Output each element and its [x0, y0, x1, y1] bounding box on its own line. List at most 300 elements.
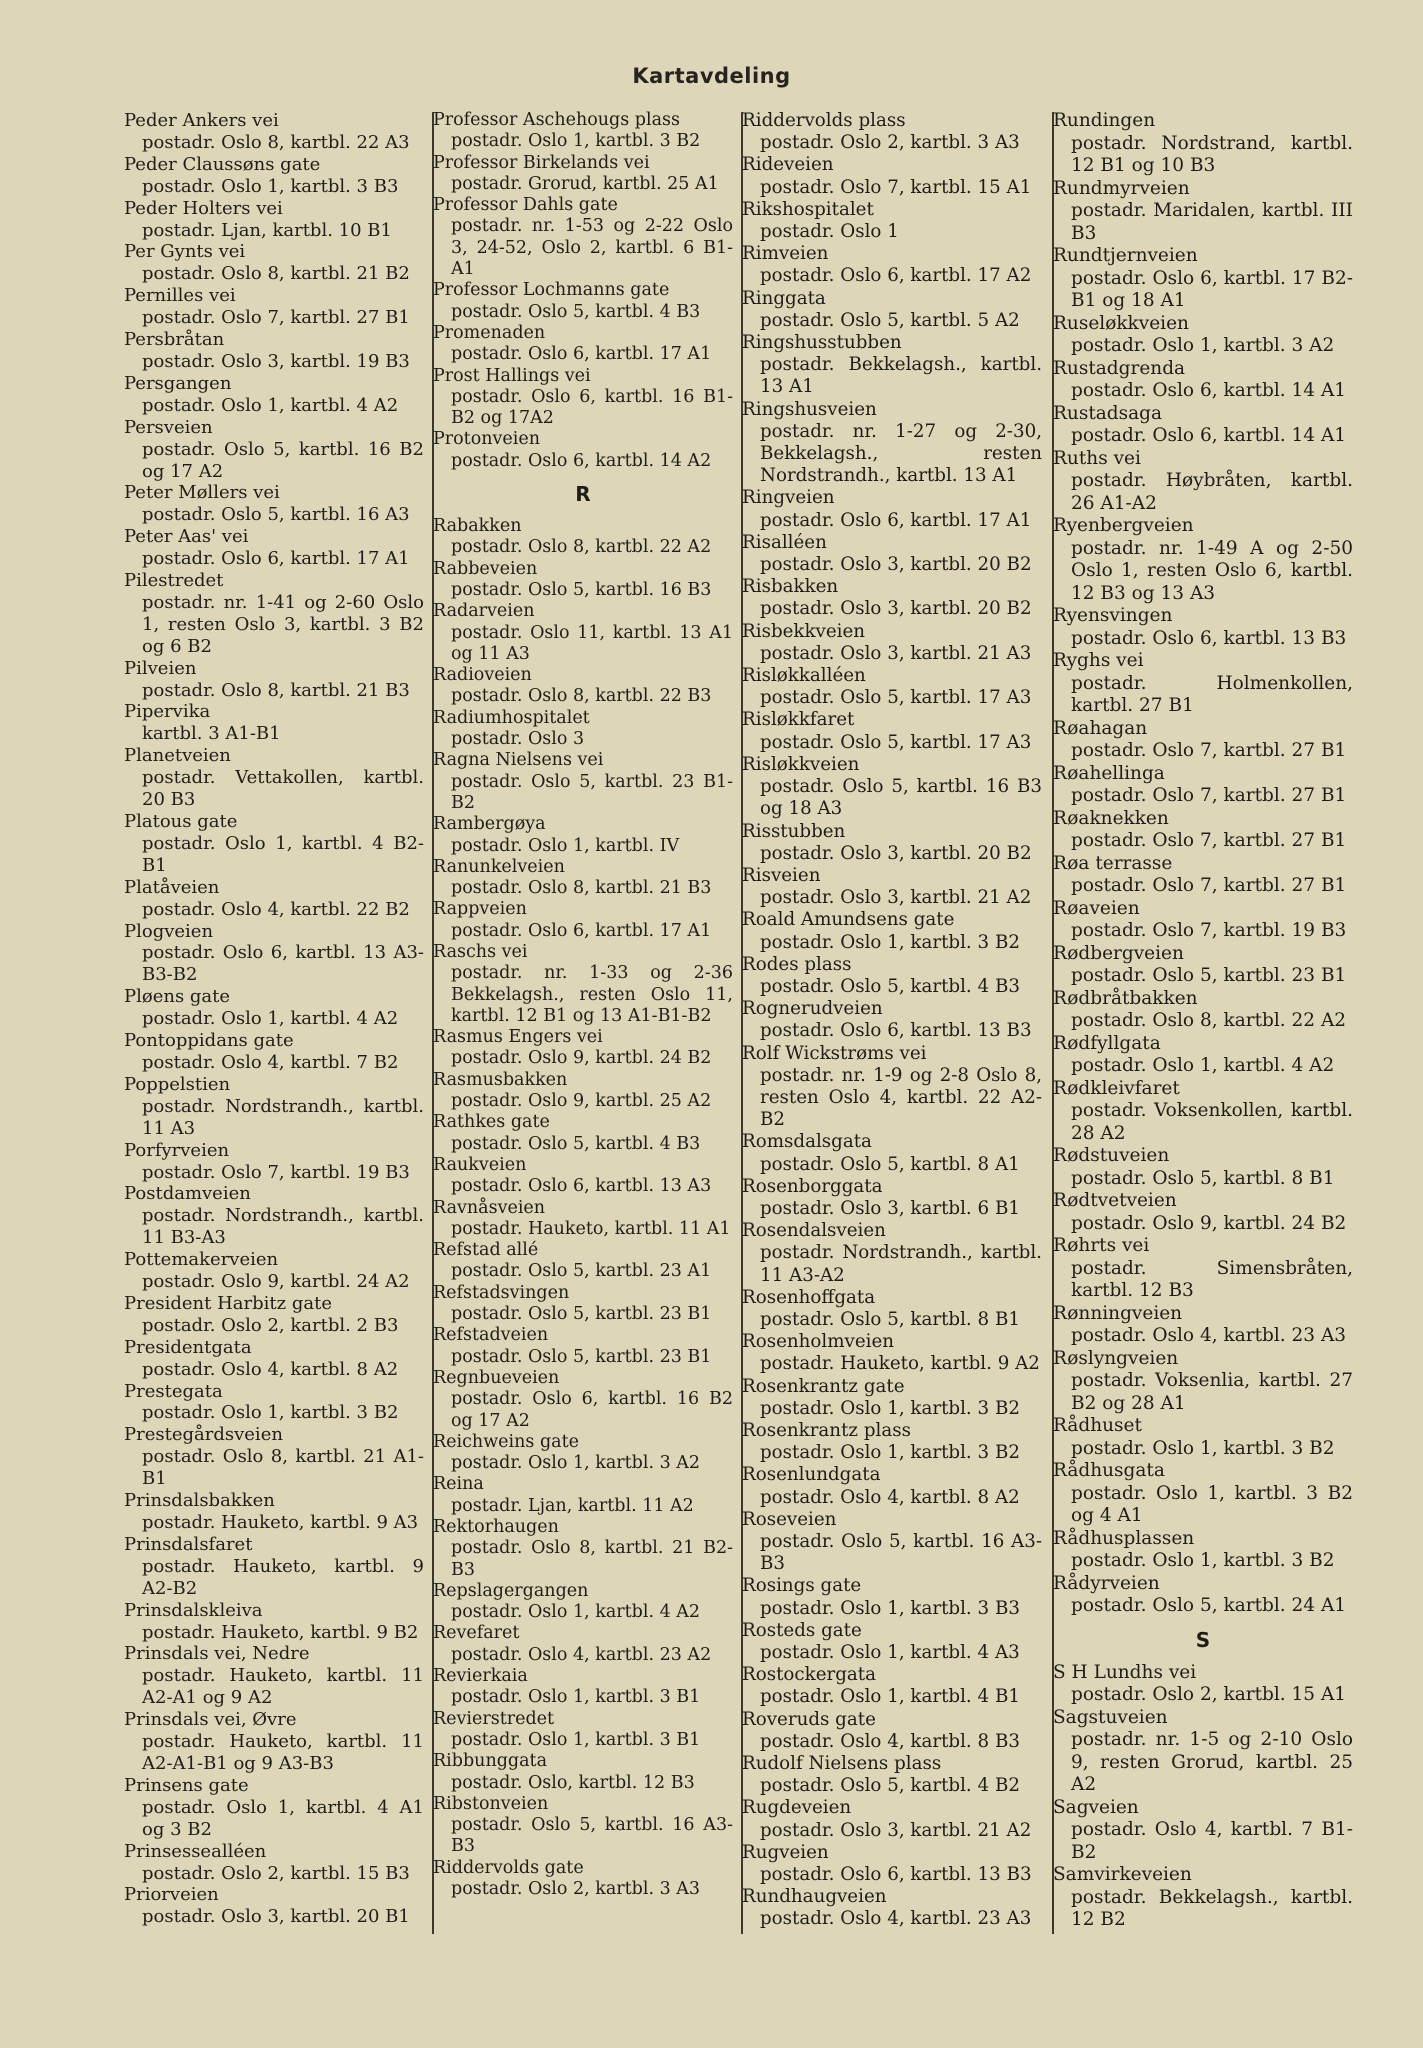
street-entry [1053, 403, 1353, 448]
street-detail: postadr. Oslo 5, kartbl. 16 B2 og 17 A2 [142, 438, 424, 482]
street-name: Risveien [742, 864, 821, 886]
street-name: Rosenborggata [742, 1175, 883, 1197]
street-entry [1053, 988, 1353, 1033]
street-detail: postadr. Bekkelagsh., kartbl. 13 A1 [760, 354, 1042, 398]
street-entry [433, 1517, 733, 1581]
street-name: Risbekkveien [742, 620, 866, 642]
street-detail: postadr. Oslo 6, kartbl. 14 A2 [451, 450, 712, 471]
street-entry [1053, 718, 1353, 763]
street-name: Røslyngveien [1053, 1347, 1179, 1369]
street-detail: postadr. Oslo 8, kartbl. 22 A2 [451, 537, 712, 558]
street-name: Rundhaugveien [742, 1886, 887, 1908]
street-entry [433, 280, 733, 323]
street-entry [433, 195, 733, 280]
street-entry [742, 1797, 1042, 1841]
street-detail: postadr. Voksenlia, kartbl. 27 B2 og 28 A1 [1071, 1370, 1353, 1414]
street-entry [433, 665, 733, 708]
street-entry [124, 1337, 424, 1381]
street-entry [124, 1249, 424, 1293]
street-detail: postadr. Voksenkollen, kartbl. 28 A2 [1071, 1100, 1353, 1144]
street-name: Ryghs vei [1053, 650, 1144, 671]
street-detail: postadr. Oslo 8, kartbl. 22 A2 [1071, 1010, 1347, 1031]
street-detail: postadr. Oslo 6, kartbl. 17 A1 [451, 920, 712, 941]
street-detail: postadr. Oslo 6, kartbl. 17 A1 [451, 344, 712, 365]
street-entry [124, 745, 424, 811]
street-entry [742, 1509, 1042, 1576]
street-name: Prinsessealléen [124, 1840, 267, 1862]
street-name: Risløkkfaret [742, 709, 855, 731]
street-name: Roveruds gate [742, 1708, 876, 1730]
street-detail: postadr. Oslo 8, kartbl. 21 B3 [142, 679, 410, 701]
street-detail: postadr. Oslo 6, kartbl. 17 A1 [142, 548, 410, 570]
street-detail: postadr. Oslo 7, kartbl. 15 A1 [760, 176, 1032, 198]
street-detail: postadr. Oslo 6, kartbl. 17 A2 [760, 265, 1032, 287]
street-detail: postadr. Oslo 6, kartbl. 16 B1-B2 og 17A2 [451, 386, 733, 429]
street-entry [433, 1027, 733, 1070]
street-entry [742, 532, 1042, 576]
street-entry [124, 241, 424, 285]
street-detail: postadr. Oslo 4, kartbl. 8 A2 [142, 1358, 399, 1380]
street-detail: postadr. Oslo 1, kartbl. 3 B2 [760, 1442, 1020, 1464]
street-entry [742, 110, 1042, 154]
section-letter: R [575, 482, 591, 507]
street-detail: postadr. nr. 1-5 og 2-10 Oslo 9, resten Grorud, kartbl. 25 A2 [1071, 1729, 1353, 1795]
street-name: Rosenlundgata [742, 1464, 881, 1486]
street-detail: postadr. Oslo 5, kartbl. 16 A3-B3 [451, 1815, 733, 1857]
street-detail: postadr. nr. 1-53 og 2-22 Oslo 3, 24-52, Oslo 2, kartbl. 6 B1-A1 [451, 216, 733, 280]
street-entry [433, 1581, 733, 1624]
street-detail: postadr. Oslo 5, kartbl. 16 B3 og 18 A3 [760, 776, 1042, 820]
street-detail: postadr. Oslo 7, kartbl. 27 B1 [142, 307, 410, 329]
street-entry [1053, 898, 1353, 943]
street-name: Raukveien [433, 1154, 527, 1175]
street-name: Porfyrveien [124, 1139, 230, 1161]
street-detail: postadr. Hauketo, kartbl. 9 A3 [142, 1512, 419, 1533]
street-detail: postadr. Oslo 5, kartbl. 23 B1 [451, 1304, 712, 1325]
street-name: Rimveien [742, 243, 829, 265]
street-entry [742, 199, 1042, 243]
street-name: Prestegårdsveien [124, 1424, 283, 1446]
street-name: Pernilles vei [124, 285, 236, 307]
street-detail: postadr. Oslo 1, kartbl. 3 B3 [142, 175, 399, 197]
street-name: Prost Hallings vei [433, 365, 591, 386]
street-detail: postadr. Simensbråten, kartbl. 12 B3 [1071, 1257, 1353, 1301]
street-entry [433, 814, 733, 857]
street-entry [433, 1240, 733, 1283]
street-entry [433, 110, 733, 153]
street-entry [433, 899, 733, 942]
street-entry [742, 1131, 1042, 1175]
street-name: Rødtvetveien [1053, 1190, 1177, 1211]
street-name: Samvirkeveien [1053, 1864, 1192, 1885]
street-name: Romsdalsgata [742, 1131, 872, 1153]
street-name: Revierkaia [433, 1666, 528, 1687]
street-entry [124, 877, 424, 921]
street-detail: postadr. Oslo 2, kartbl. 15 B3 [142, 1862, 410, 1884]
street-entry [124, 1183, 424, 1249]
street-detail: postadr. Oslo 8, kartbl. 21 B2-B3 [451, 1538, 733, 1580]
street-name: Rosenhoffgata [742, 1286, 876, 1308]
street-entry [124, 329, 424, 373]
street-detail: postadr. Oslo 5, kartbl. 16 A3 [142, 504, 410, 526]
street-name: Rabbeveien [433, 558, 538, 579]
street-detail: kartbl. 3 A1-B1 [142, 723, 281, 745]
street-name: Ribstonveien [433, 1793, 549, 1814]
street-entry [742, 1176, 1042, 1220]
street-detail: postadr. Oslo 1, kartbl. 3 A2 [451, 1453, 701, 1474]
street-entry [124, 570, 424, 658]
street-entry [433, 1283, 733, 1326]
street-detail: postadr. Grorud, kartbl. 25 A1 [451, 173, 719, 194]
street-detail: postadr. Oslo 7, kartbl. 27 B1 [1071, 875, 1347, 896]
street-entry [742, 998, 1042, 1042]
street-detail: postadr. Maridalen, kartbl. III B3 [1071, 200, 1353, 244]
street-name: Risstubben [742, 820, 846, 842]
street-name: Reina [433, 1474, 484, 1495]
street-name: Prinsdals vei, Øvre [124, 1709, 297, 1731]
street-name: Risalléen [742, 531, 827, 553]
street-entry [433, 429, 733, 472]
street-detail: postadr. Oslo 5, kartbl. 17 A3 [760, 687, 1032, 709]
street-detail: postadr. Oslo 6, kartbl. 13 B3 [760, 1864, 1032, 1886]
street-entry [124, 811, 424, 877]
street-detail: postadr. Oslo 2, kartbl. 2 B3 [142, 1314, 399, 1336]
street-name: Persveien [124, 416, 213, 438]
street-name: Rosenkrantz plass [742, 1419, 911, 1441]
street-name: Planetveien [124, 745, 231, 767]
street-entry [124, 921, 424, 987]
street-name: Prinsdalsfaret [124, 1533, 253, 1555]
street-name: Platous gate [124, 811, 238, 832]
column-3 [742, 110, 1042, 1931]
street-name: Rektorhaugen [433, 1517, 559, 1537]
street-entry [1053, 1460, 1353, 1528]
street-name: Ringshusstubben [742, 332, 902, 354]
street-entry [1053, 605, 1353, 650]
street-detail: postadr. nr. 1-33 og 2-36 Bekkelagsh., resten Oslo 11, kartbl. 12 B1 og 13 A1-B1-B2 [451, 963, 733, 1026]
street-name: Pilestredet [124, 570, 224, 592]
street-name: Røahagan [1053, 717, 1148, 739]
street-entry [124, 1600, 424, 1644]
street-name: S H Lundhs vei [1053, 1661, 1197, 1683]
street-name: Rosings gate [742, 1575, 862, 1597]
street-detail: postadr. Oslo 4, kartbl. 23 A3 [760, 1908, 1032, 1930]
street-name: Sagstuveien [1053, 1706, 1168, 1728]
street-detail: postadr. Oslo 3, kartbl. 20 B1 [142, 1906, 410, 1928]
street-detail: postadr. Oslo 5, kartbl. 23 B1-B2 [451, 771, 733, 813]
street-detail: postadr. Oslo 1, kartbl. 4 A2 [142, 394, 399, 416]
street-name: Radarveien [433, 601, 535, 622]
street-name: Ryenbergveien [1053, 515, 1194, 536]
street-name: Rødbråtbakken [1053, 987, 1198, 1009]
street-detail: postadr. Oslo 1, kartbl. 3 B2 [1071, 1550, 1335, 1571]
street-name: Røahellinga [1053, 762, 1165, 784]
street-entry [1053, 1864, 1353, 1932]
street-entry [124, 1643, 424, 1709]
street-name: Rosenholmveien [742, 1331, 895, 1353]
street-name: Radiumhospitalet [433, 707, 590, 728]
street-name: Per Gynts vei [124, 241, 246, 263]
street-name: Regnbueveien [433, 1367, 560, 1388]
street-name: Riddervolds plass [742, 110, 906, 131]
street-detail: postadr. Oslo 8, kartbl. 21 A1-B1 [142, 1446, 424, 1490]
street-entry [433, 1368, 733, 1432]
street-entry [742, 1620, 1042, 1664]
street-entry [433, 1858, 733, 1901]
street-detail: postadr. Oslo 8, kartbl. 21 B2 [142, 263, 410, 285]
street-entry [742, 1287, 1042, 1331]
street-entry [1053, 1145, 1353, 1190]
street-entry [1053, 110, 1353, 178]
street-name: Røaknekken [1053, 807, 1169, 829]
street-entry [433, 1751, 733, 1794]
street-entry [742, 1842, 1042, 1886]
street-detail: postadr. nr. 1-9 og 2-8 Oslo 8, resten Oslo 4, kartbl. 22 A2-B2 [760, 1064, 1042, 1131]
street-entry [433, 601, 733, 665]
street-detail: postadr. Oslo 5, kartbl. 4 B3 [451, 1133, 701, 1154]
street-detail: postadr. Høybråten, kartbl. 26 A1-A2 [1071, 470, 1353, 514]
street-detail: postadr. Oslo 4, kartbl. 7 B1-B2 [1071, 1819, 1353, 1863]
street-name: Rabakken [433, 516, 522, 537]
street-name: Prestegata [124, 1380, 223, 1402]
street-detail: postadr. Oslo 6, kartbl. 13 B3 [1071, 627, 1347, 649]
street-detail: postadr. Oslo 3 [451, 729, 585, 750]
street-name: Ranunkelveien [433, 856, 565, 877]
street-entry [433, 1709, 733, 1752]
street-name: Rasmusbakken [433, 1069, 568, 1090]
street-detail: postadr. Oslo 2, kartbl. 3 A3 [760, 132, 1020, 154]
street-name: Rudolf Nielsens plass [742, 1753, 942, 1775]
street-detail: postadr. Oslo 7, kartbl. 19 B3 [142, 1161, 410, 1183]
street-detail: postadr. Oslo 1, kartbl. 3 B3 [760, 1597, 1020, 1619]
street-name: Prinsdals vei, Nedre [124, 1643, 310, 1665]
street-detail: postadr. Nordstrandh., kartbl. 11 A3-A2 [760, 1242, 1042, 1286]
street-detail: postadr. Vettakollen, kartbl. 20 B3 [142, 767, 424, 811]
street-entry [124, 986, 424, 1030]
street-detail: postadr. Oslo 1, kartbl. 3 A2 [1071, 335, 1335, 356]
street-name: Rugdeveien [742, 1797, 852, 1819]
street-entry [433, 516, 733, 559]
street-detail: postadr. Oslo 7, kartbl. 19 B3 [1071, 920, 1347, 941]
street-entry [742, 821, 1042, 865]
street-name: Persgangen [124, 372, 232, 394]
street-entry [742, 288, 1042, 332]
street-detail: postadr. Oslo 1, kartbl. 3 B2 og 4 A1 [1071, 1482, 1353, 1526]
street-entry [742, 1464, 1042, 1508]
street-name: Rødkleivfaret [1053, 1077, 1180, 1099]
section-letter: S [1195, 1627, 1211, 1652]
street-entry [124, 1775, 424, 1841]
street-detail: postadr. Oslo 2, kartbl. 3 A3 [451, 1879, 701, 1900]
street-detail: postadr. Nordstrandh., kartbl. 11 B3-A3 [142, 1205, 424, 1249]
street-detail: postadr. Hauketo, kartbl. 11 A2-A1 og 9 A2 [142, 1665, 424, 1709]
street-entry [742, 665, 1042, 709]
street-detail: postadr. Oslo 6, kartbl. 14 A1 [1071, 380, 1347, 401]
street-detail: postadr. Oslo 1, kartbl. 3 B2 [451, 131, 701, 152]
street-name: Prinsdalsbakken [124, 1490, 275, 1512]
street-detail: postadr. Oslo 3, kartbl. 21 A3 [760, 642, 1032, 664]
street-entry [433, 153, 733, 196]
street-entry [124, 1381, 424, 1425]
street-entry [742, 332, 1042, 399]
street-detail: postadr. Oslo 6, kartbl. 17 B2-B1 og 18 A1 [1071, 267, 1353, 311]
street-entry [742, 621, 1042, 665]
street-detail: postadr. Oslo 7, kartbl. 27 B1 [1071, 830, 1347, 851]
street-name: Ragna Nielsens vei [433, 750, 604, 771]
street-detail: postadr. Oslo 1, kartbl. 3 B1 [451, 1729, 701, 1750]
street-detail: postadr. Oslo 3, kartbl. 20 B2 [760, 598, 1032, 620]
street-entry [742, 154, 1042, 198]
street-entry [742, 487, 1042, 531]
street-detail: postadr. Oslo 1, kartbl. 3 B2 [760, 1397, 1020, 1419]
street-entry [124, 1074, 424, 1140]
street-entry [742, 1575, 1042, 1619]
street-detail: postadr. nr. 1-27 og 2-30, Bekkelagsh., resten Nordstrandh., kartbl. 13 A1 [760, 420, 1042, 487]
street-entry [742, 243, 1042, 287]
street-name: Refstad allé [433, 1240, 539, 1261]
street-entry [433, 1432, 733, 1475]
street-name: Professor Birkelands vei [433, 152, 650, 173]
street-detail: postadr. Oslo 1, kartbl. 4 A2 [142, 1008, 399, 1030]
street-detail: postadr. Oslo 5, kartbl. 4 B3 [760, 975, 1020, 997]
street-entry [433, 1198, 733, 1241]
street-entry [1053, 1190, 1353, 1235]
street-name: Rappveien [433, 899, 527, 920]
street-entry [124, 1140, 424, 1184]
street-detail: postadr. Oslo 6, kartbl. 13 B3 [760, 1020, 1032, 1042]
street-entry [1053, 1033, 1353, 1078]
street-entry [433, 1112, 733, 1155]
street-name: Reichweins gate [433, 1431, 579, 1452]
street-name: Rasmus Engers vei [433, 1027, 603, 1048]
street-name: Riddervolds gate [433, 1857, 584, 1878]
street-entry [124, 1293, 424, 1337]
street-entry [433, 559, 733, 602]
street-entry [433, 1325, 733, 1368]
street-detail: postadr. Oslo 1 [760, 221, 899, 243]
street-entry [742, 865, 1042, 909]
street-entry [433, 942, 733, 1027]
street-name: Pottemakerveien [124, 1249, 279, 1271]
street-name: Sagveien [1053, 1796, 1139, 1818]
street-name: Peter Møllers vei [124, 482, 280, 504]
street-entry [433, 1070, 733, 1113]
street-name: Peder Ankers vei [124, 110, 279, 131]
column-1 [124, 110, 424, 1928]
street-detail: postadr. Hauketo, kartbl. 9 B2 [142, 1621, 419, 1643]
street-entry [742, 1753, 1042, 1797]
street-detail: postadr. Ljan, kartbl. 10 B1 [142, 219, 392, 241]
street-entry [124, 1534, 424, 1600]
street-name: Rådhuset [1053, 1415, 1142, 1436]
street-name: Rugveien [742, 1841, 829, 1863]
street-name: Rustadsaga [1053, 402, 1163, 424]
street-detail: postadr. Oslo 9, kartbl. 24 B2 [1071, 1212, 1347, 1234]
street-name: Rundingen [1053, 110, 1156, 131]
street-name: Ravnåsveien [433, 1197, 546, 1218]
street-entry [1053, 650, 1353, 718]
street-name: Revefaret [433, 1623, 520, 1644]
street-detail: postadr. Oslo, kartbl. 12 B3 [451, 1772, 695, 1793]
street-entry [124, 110, 424, 154]
street-name: Rathkes gate [433, 1112, 550, 1133]
street-name: Ringshusveien [742, 398, 877, 420]
street-entry [433, 1623, 733, 1666]
street-name: Røhrts vei [1053, 1235, 1150, 1256]
street-detail: postadr. Oslo 5, kartbl. 5 A2 [760, 309, 1020, 331]
street-name: Rambergøya [433, 814, 546, 835]
street-name: Rønningveien [1053, 1302, 1183, 1324]
street-name: Rosenkrantz gate [742, 1375, 905, 1397]
street-entry [124, 1030, 424, 1074]
street-entry [742, 1220, 1042, 1287]
street-entry [1053, 943, 1353, 988]
street-entry [433, 1666, 733, 1709]
street-entry [124, 701, 424, 745]
street-name: Røa terrasse [1053, 852, 1173, 874]
street-entry [1053, 808, 1353, 853]
street-detail: postadr. Oslo 5, kartbl. 17 A3 [760, 731, 1032, 753]
street-name: Pontoppidans gate [124, 1030, 294, 1052]
street-detail: postadr. Oslo 6, kartbl. 16 B2 og 17 A2 [451, 1389, 733, 1431]
street-detail: postadr. Oslo 8, kartbl. 22 B3 [451, 686, 712, 707]
street-detail: postadr. Oslo 4, kartbl. 23 A3 [1071, 1325, 1347, 1346]
street-detail: postadr. Hauketo, kartbl. 9 A2-B2 [142, 1555, 424, 1599]
street-entry [433, 323, 733, 366]
street-detail: postadr. Oslo 5, kartbl. 8 B1 [1071, 1167, 1335, 1189]
street-name: Rostockergata [742, 1664, 876, 1686]
street-name: Rådhusplassen [1053, 1527, 1195, 1549]
street-name: Ryensvingen [1053, 605, 1173, 626]
street-name: Prinsens gate [124, 1774, 249, 1796]
street-name: Røaveien [1053, 897, 1140, 919]
street-name: Professor Aschehougs plass [433, 110, 680, 130]
street-name: Platåveien [124, 876, 220, 898]
street-name: Ribbunggata [433, 1751, 548, 1772]
street-detail: postadr. Hauketo, kartbl. 9 A2 [760, 1353, 1040, 1375]
street-entry [433, 857, 733, 900]
street-detail: postadr. nr. 1-49 A og 2-50 Oslo 1, resten Oslo 6, kartbl. 12 B3 og 13 A3 [1071, 537, 1353, 604]
street-detail: postadr. Oslo 4, kartbl. 23 A2 [451, 1644, 712, 1665]
street-name: Rosendalsveien [742, 1220, 886, 1242]
street-detail: postadr. Oslo 3, kartbl. 6 B1 [760, 1197, 1020, 1219]
street-entry [124, 1884, 424, 1928]
street-entry [742, 709, 1042, 753]
street-detail: postadr. Oslo 6, kartbl. 13 A3 [451, 1176, 712, 1197]
street-detail: postadr. Oslo 4, kartbl. 7 B2 [142, 1051, 399, 1073]
street-entry [1053, 1707, 1353, 1797]
street-entry [1053, 1797, 1353, 1865]
street-name: Ringgata [742, 287, 826, 309]
street-name: Rundtjernveien [1053, 245, 1198, 266]
street-entry [124, 373, 424, 417]
street-detail: postadr. Hauketo, kartbl. 11 A1 [451, 1218, 731, 1239]
street-detail: postadr. Oslo 8, kartbl. 21 B3 [451, 878, 712, 899]
street-entry [124, 1709, 424, 1775]
street-detail: postadr. Oslo 4, kartbl. 8 A2 [760, 1486, 1020, 1508]
street-detail: postadr. Oslo 9, kartbl. 25 A2 [451, 1091, 712, 1112]
street-entry [433, 750, 733, 814]
street-detail: postadr. Oslo 5, kartbl. 16 B3 [451, 579, 712, 600]
street-entry [742, 1886, 1042, 1930]
street-entry [742, 754, 1042, 821]
street-name: Ruseløkkveien [1053, 312, 1189, 334]
street-name: Rødfyllgata [1053, 1032, 1161, 1054]
street-entry [1053, 1573, 1353, 1618]
street-entry [742, 1043, 1042, 1132]
street-name: Rideveien [742, 154, 834, 176]
street-detail: postadr. Oslo 1, kartbl. 3 B2 [1071, 1437, 1335, 1459]
